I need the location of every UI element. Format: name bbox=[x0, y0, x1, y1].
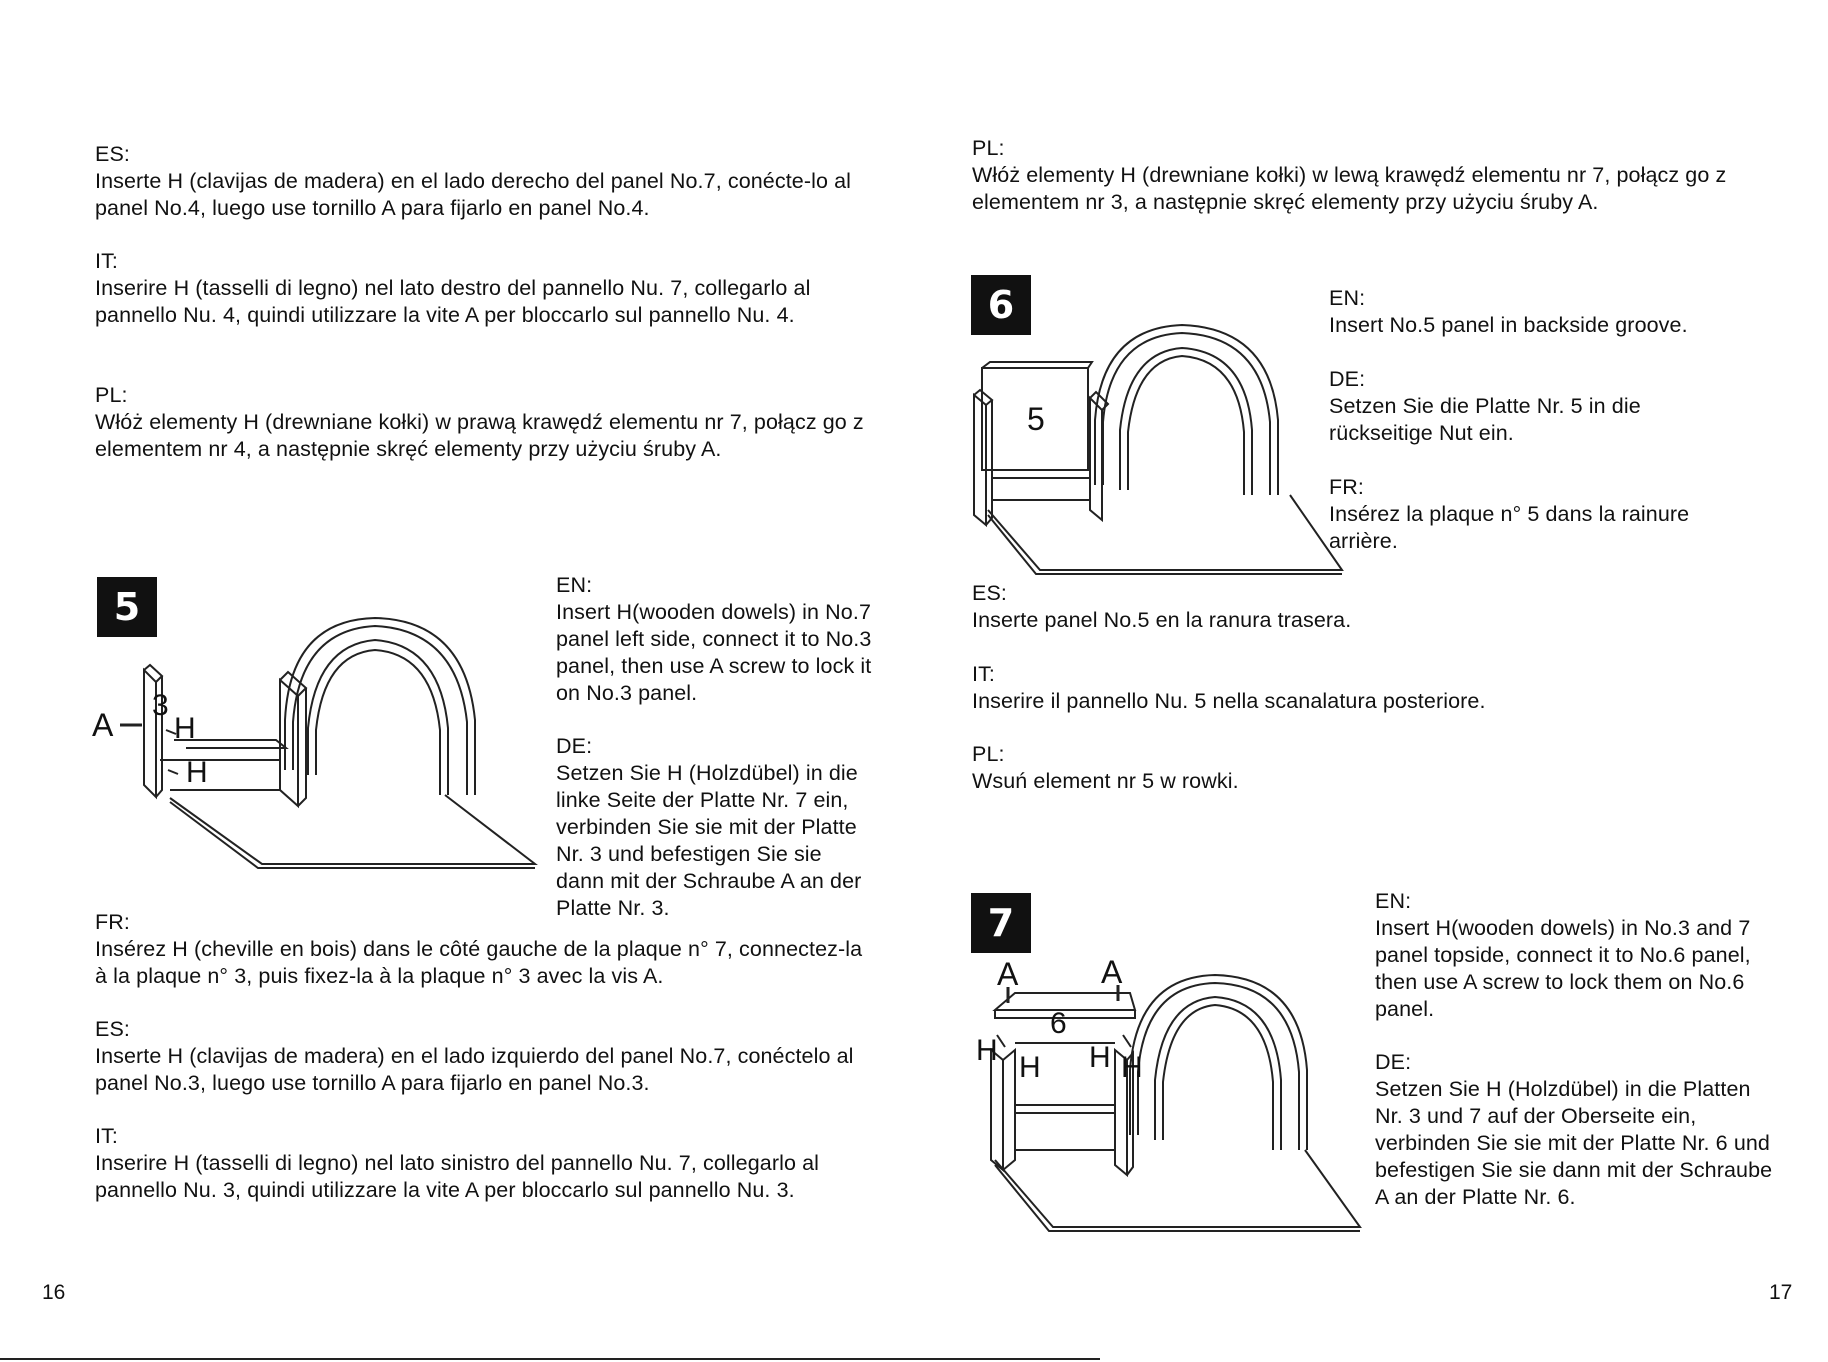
lang-label: IT: bbox=[972, 662, 995, 686]
step-5-it-block bbox=[95, 1123, 880, 1204]
left-pl-block bbox=[95, 382, 880, 463]
left-it-block bbox=[95, 248, 880, 329]
instruction-text: Włóż elementy H (drewniane kołki) w prawą krawędź elementu nr 7, połącz go z elementem nr 4, a następnie skręć elementy przy użyciu śruby A. bbox=[95, 410, 864, 461]
step-5-figure bbox=[90, 610, 550, 870]
figure-label-a: A bbox=[1101, 954, 1123, 990]
lang-label: FR: bbox=[1329, 475, 1364, 499]
bottom-rule bbox=[0, 1358, 1100, 1360]
lang-label: IT: bbox=[95, 249, 118, 273]
figure-label-h: H bbox=[186, 756, 208, 789]
instruction-text: Insert No.5 panel in backside groove. bbox=[1329, 313, 1688, 337]
instruction-text: Inserire H (tasselli di legno) nel lato destro del pannello Nu. 7, collegarlo al pannello Nu. 4, quindi utilizzare la vite A per bloccarlo sul pannello Nu. 4. bbox=[95, 276, 811, 327]
instruction-text: Inserte H (clavijas de madera) en el lado izquierdo del panel No.7, conéctelo al panel No.3, luego use tornillo A para fijarlo en panel No.3. bbox=[95, 1044, 854, 1095]
page-number-left: 16 bbox=[42, 1281, 66, 1304]
lang-label: PL: bbox=[95, 383, 128, 407]
lang-label: ES: bbox=[95, 142, 130, 166]
lang-label: PL: bbox=[972, 136, 1005, 160]
instruction-text: Insérez la plaque n° 5 dans la rainure arrière. bbox=[1329, 502, 1690, 553]
lang-label: EN: bbox=[1329, 286, 1366, 310]
instruction-text: Inserte panel No.5 en la ranura trasera. bbox=[972, 608, 1352, 632]
figure-label-panel: 5 bbox=[1027, 401, 1045, 437]
step-5-fr-block bbox=[95, 909, 880, 990]
step-5-en-block bbox=[556, 572, 886, 707]
step-6-es-block bbox=[972, 580, 1772, 634]
lang-label: DE: bbox=[1375, 1050, 1412, 1074]
lang-label: ES: bbox=[95, 1017, 130, 1041]
lang-label: PL: bbox=[972, 742, 1005, 766]
figure-label-a: A bbox=[92, 707, 114, 743]
instruction-text: Setzen Sie H (Holzdübel) in die linke Seite der Platte Nr. 7 ein, verbinden Sie sie mit der Platte Nr. 3 und befestigen Sie sie dann mit der Schraube A an der Platte Nr. 3. bbox=[556, 761, 862, 920]
instruction-text: Insert H(wooden dowels) in No.7 panel left side, connect it to No.3 panel, then use A screw to lock it on No.3 panel. bbox=[556, 600, 872, 705]
step-6-fr-block bbox=[1329, 474, 1749, 555]
step-7-en-block bbox=[1375, 888, 1775, 1023]
step-6-badge: 6 bbox=[971, 275, 1031, 335]
step-6-it-block bbox=[972, 661, 1772, 715]
step-6-figure bbox=[970, 320, 1350, 580]
lang-label: ES: bbox=[972, 581, 1007, 605]
instruction-text: Inserire il pannello Nu. 5 nella scanalatura posteriore. bbox=[972, 689, 1486, 713]
step-5-badge: 5 bbox=[97, 577, 157, 637]
figure-label-h: H bbox=[976, 1034, 998, 1067]
instruction-text: Setzen Sie H (Holzdübel) in die Platten Nr. 3 und 7 auf der Oberseite ein, verbinden Sie sie mit der Platte Nr. 6 und befestigen Sie sie dann mit der Schraube A an der Platte Nr. 6. bbox=[1375, 1077, 1773, 1209]
instruction-text: Insérez H (cheville en bois) dans le côté gauche de la plaque n° 7, connectez-la à la plaque n° 3, puis fixez-la à la plaque n° 3 avec la vis A. bbox=[95, 937, 863, 988]
lang-label: IT: bbox=[95, 1124, 118, 1148]
instruction-text: Inserte H (clavijas de madera) en el lado derecho del panel No.7, conécte-lo al panel No.4, luego use tornillo A para fijarlo en panel No.4. bbox=[95, 169, 852, 220]
figure-label-a: A bbox=[997, 956, 1019, 992]
instruction-text: Włóż elementy H (drewniane kołki) w lewą krawędź elementu nr 7, połącz go z elementem nr 3, a następnie skręć elementy przy użyciu śruby A. bbox=[972, 163, 1727, 214]
figure-label-h: H bbox=[1121, 1051, 1143, 1084]
step-7-figure bbox=[975, 955, 1375, 1235]
instruction-text: Setzen Sie die Platte Nr. 5 in die rückseitige Nut ein. bbox=[1329, 394, 1641, 445]
step-5-es-block bbox=[95, 1016, 880, 1097]
lang-label: EN: bbox=[1375, 889, 1412, 913]
left-es-block bbox=[95, 141, 880, 222]
step-7-de-block bbox=[1375, 1049, 1775, 1211]
step-6-de-block bbox=[1329, 366, 1749, 447]
lang-label: EN: bbox=[556, 573, 593, 597]
instruction-text: Wsuń element nr 5 w rowki. bbox=[972, 769, 1239, 793]
instruction-text: Insert H(wooden dowels) in No.3 and 7 panel topside, connect it to No.6 panel, then use A screw to lock them on No.6 panel. bbox=[1375, 916, 1751, 1021]
figure-label-panel: 3 bbox=[152, 689, 169, 722]
figure-label-h: H bbox=[1019, 1051, 1041, 1084]
step-7-badge: 7 bbox=[971, 893, 1031, 953]
page-number-right: 17 bbox=[1769, 1281, 1793, 1304]
instruction-text: Inserire H (tasselli di legno) nel lato sinistro del pannello Nu. 7, collegarlo al pannello Nu. 3, quindi utilizzare la vite A per bloccarlo sul pannello Nu. 3. bbox=[95, 1151, 820, 1202]
lang-label: DE: bbox=[1329, 367, 1366, 391]
figure-label-panel: 6 bbox=[1050, 1007, 1067, 1040]
right-pl-block bbox=[972, 135, 1772, 216]
step-6-en-block bbox=[1329, 285, 1789, 339]
step-5-de-block bbox=[556, 733, 876, 922]
figure-label-h: H bbox=[174, 712, 196, 745]
lang-label: FR: bbox=[95, 910, 130, 934]
figure-label-h: H bbox=[1089, 1041, 1111, 1074]
step-6-pl-block bbox=[972, 741, 1772, 795]
lang-label: DE: bbox=[556, 734, 593, 758]
